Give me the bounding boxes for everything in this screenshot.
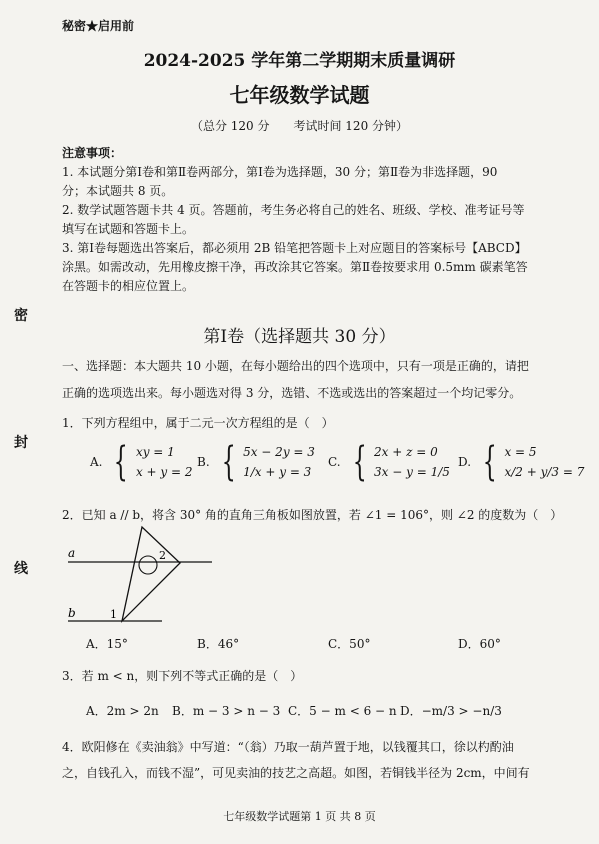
equation-row: x = 5	[504, 445, 537, 459]
notice-line: 2. 数学试题答题卡共 4 页。答题前，考生务必将自己的姓名、班级、学校、准考证号等	[62, 203, 525, 217]
option-label: D.	[458, 455, 472, 469]
brace-icon: {	[114, 439, 129, 485]
angle-circle-mark	[139, 556, 157, 574]
section-instructions: 正确的选项选出来。每小题选对得 3 分，选错、不选或选出的答案超过一个均记零分。	[62, 386, 522, 400]
question-2-option-b: B．46°	[197, 637, 240, 651]
notice-heading: 注意事项：	[62, 146, 123, 160]
question-2-option-d: D．60°	[458, 637, 501, 651]
equation-row: 5x − 2y = 3	[243, 445, 315, 459]
binding-mark-feng: 封	[14, 435, 28, 451]
question-4-text: 4．欧阳修在《卖油翁》中写道：“（翁）乃取一葫芦置于地，以钱覆其口，徐以杓酌油	[62, 740, 514, 754]
equation-row: x + y = 2	[135, 465, 193, 479]
question-3-option-c: C．5 − m < 6 − n	[288, 704, 397, 718]
question-1-option-d	[458, 439, 585, 485]
notice-line: 分；本试题共 8 页。	[62, 184, 174, 198]
equation-row: x/2 + y/3 = 7	[504, 465, 585, 479]
question-4-text: 之，自钱孔入，而钱不湿”，可见卖油的技艺之高超。如图，若铜钱半径为 2cm，中间有	[62, 766, 530, 780]
page-footer: 七年级数学试题第 1 页 共 8 页	[223, 810, 376, 823]
notice-line: 在答题卡的相应位置上。	[62, 279, 195, 293]
confidential-mark: 秘密★启用前	[62, 19, 135, 33]
exam-subject-title: 七年级数学试题	[229, 83, 370, 107]
brace-icon: {	[482, 439, 497, 485]
question-1-option-c	[328, 439, 450, 485]
angle-2-label: 2	[159, 549, 166, 562]
question-2-stem: 2．已知 a // b，将含 30° 角的直角三角板如图放置，若 ∠1 = 106°，则 ∠2 的度数为（ ）	[62, 508, 563, 522]
question-1-stem: 1．下列方程组中，属于二元一次方程组的是（ ）	[62, 416, 334, 430]
equation-row: xy = 1	[135, 445, 175, 459]
notice-line: 1. 本试题分第Ⅰ卷和第Ⅱ卷两部分，第Ⅰ卷为选择题，30 分；第Ⅱ卷为非选择题，90	[62, 165, 498, 179]
notice-line: 3. 第Ⅰ卷每题选出答案后，都必须用 2B 铅笔把答题卡上对应题目的答案标号【ABCD】	[62, 241, 527, 255]
line-a-label: a	[68, 546, 76, 560]
question-3-stem: 3．若 m < n，则下列不等式正确的是（ ）	[62, 669, 303, 683]
brace-icon: {	[352, 439, 367, 485]
notice-line: 涂黑。如需改动，先用橡皮擦干净，再改涂其它答案。第Ⅱ卷按要求用 0.5mm 碳素笔答	[62, 260, 528, 274]
exam-meta: （总分 120 分 考试时间 120 分钟）	[190, 119, 409, 133]
equation-row: 1/x + y = 3	[243, 465, 312, 479]
question-2-figure	[62, 525, 222, 630]
option-label: C.	[328, 455, 341, 469]
question-2-option-a: A．15°	[86, 637, 128, 651]
question-2-option-c: C．50°	[328, 637, 371, 651]
exam-title: 2024-2025 学年第二学期期末质量调研	[143, 51, 456, 71]
line-b-label: b	[68, 606, 76, 620]
question-3-option-a: A．2m > 2n	[86, 704, 159, 718]
question-1-option-b	[197, 439, 315, 485]
notice-line: 填写在试题和答题卡上。	[62, 222, 195, 236]
binding-mark-xian: 线	[14, 561, 28, 577]
question-1-option-a	[90, 439, 193, 485]
option-label: B.	[197, 455, 210, 469]
section-title: 第Ⅰ卷（选择题共 30 分）	[203, 327, 396, 347]
section-instructions: 一、选择题：本大题共 10 小题，在每小题给出的四个选项中，只有一项是正确的，请把	[62, 359, 529, 373]
question-3-option-d: D．−m/3 > −n/3	[400, 704, 502, 718]
question-3-option-b: B．m − 3 > n − 3	[172, 704, 281, 718]
option-label: A.	[90, 455, 103, 469]
binding-mark-mi: 密	[14, 308, 28, 324]
equation-row: 2x + z = 0	[374, 445, 438, 459]
angle-1-label: 1	[110, 608, 117, 621]
equation-row: 3x − y = 1/5	[374, 465, 450, 479]
brace-icon: {	[221, 439, 236, 485]
